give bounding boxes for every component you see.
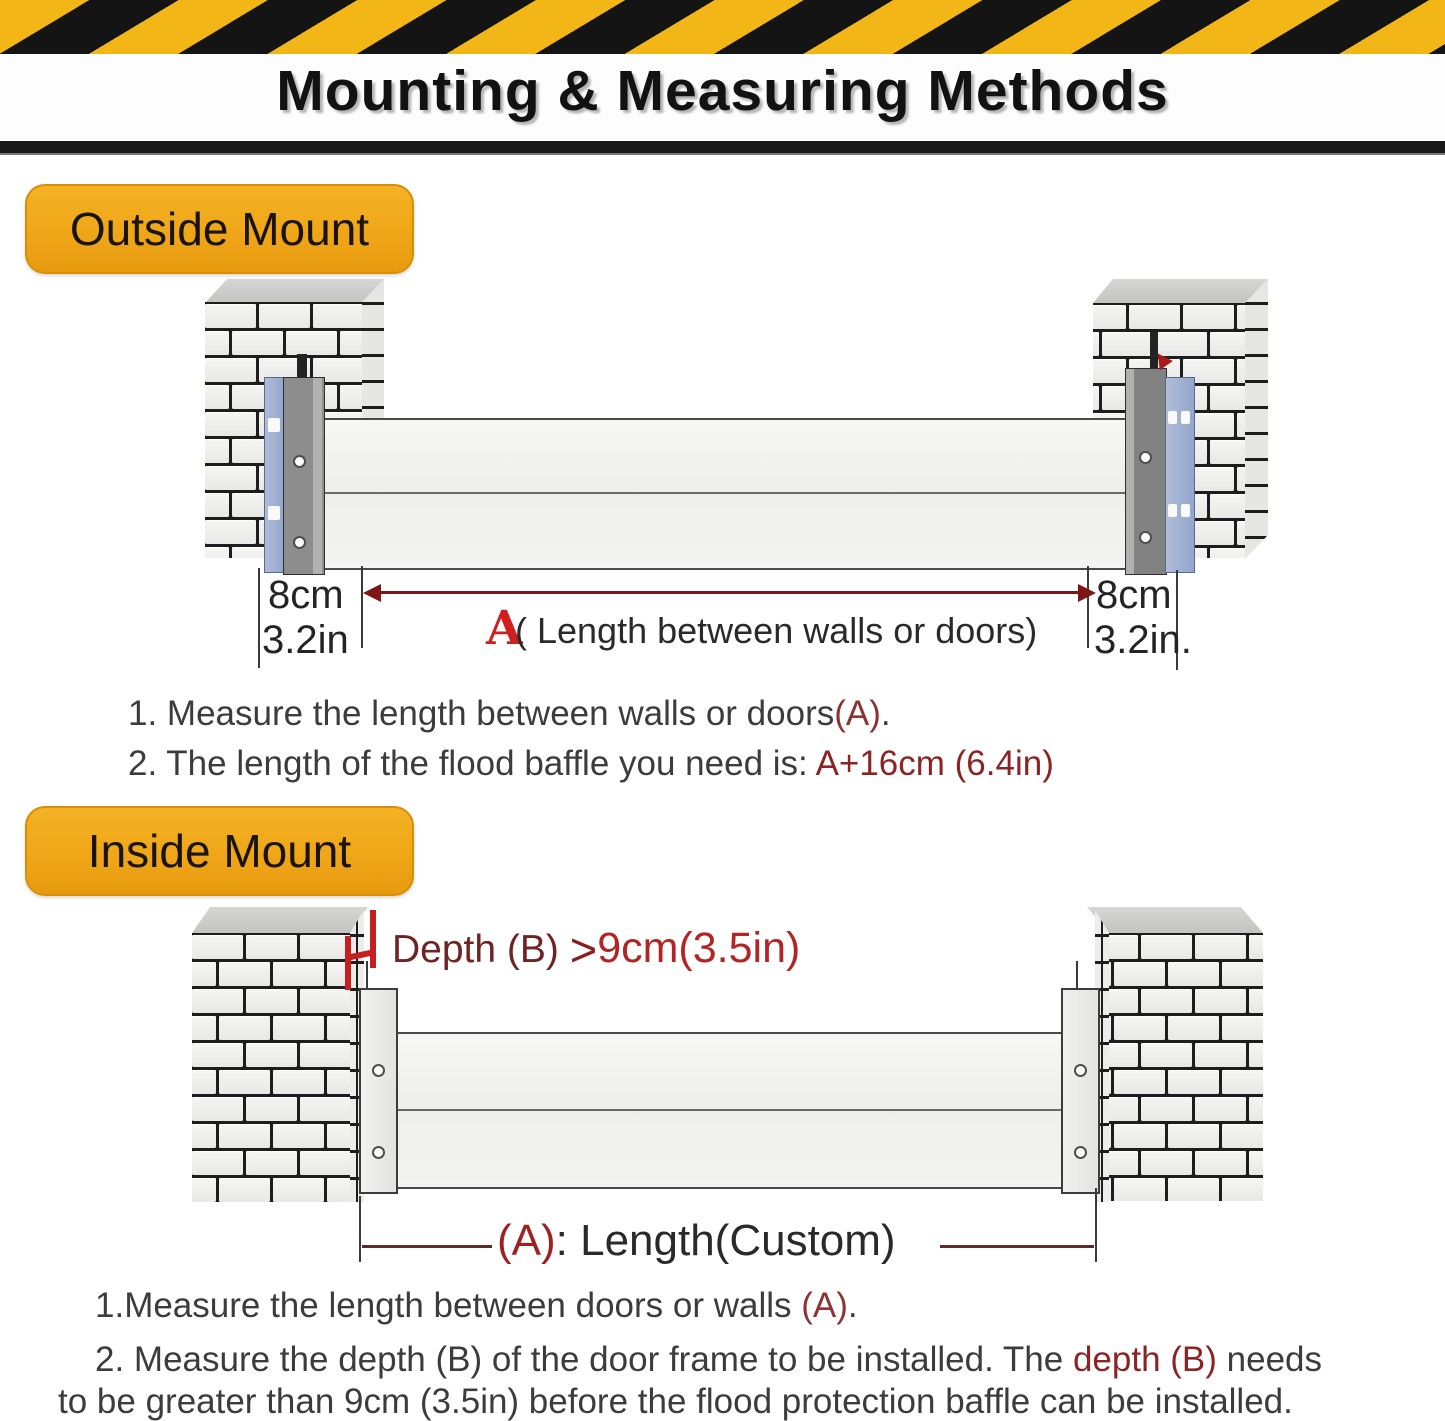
seal-hole — [1181, 504, 1190, 517]
dimension-tick — [1087, 566, 1089, 648]
depth-bracket-left — [345, 936, 351, 990]
step-highlight: depth (B) — [1072, 1340, 1217, 1379]
step-highlight: (A) — [801, 1286, 848, 1325]
mount-channel — [1061, 988, 1100, 1194]
dim-a-caption: ( Length between walls or doors) — [515, 610, 1038, 651]
outside-step-1 — [128, 694, 891, 734]
flood-barrier-panel — [322, 418, 1134, 570]
inside-step-1 — [95, 1286, 858, 1326]
dimension-line — [362, 1245, 492, 1248]
dim-left-in: 3.2in — [262, 618, 349, 662]
screw-hole — [1074, 1064, 1087, 1077]
frame-edge-line — [366, 961, 368, 988]
seal-strip — [264, 377, 284, 573]
brick-pillar — [192, 933, 350, 1202]
dim-right-in: 3.2in. — [1094, 618, 1192, 662]
dim-a-letter: A — [486, 601, 523, 656]
dimension-tick — [361, 566, 363, 648]
seal-hole — [1168, 411, 1177, 424]
inside-step-2-line-1 — [95, 1340, 1322, 1380]
depth-label-text: Depth (B) — [392, 928, 570, 971]
flood-barrier-panel — [393, 1032, 1065, 1189]
inside-mount-label: Inside Mount — [25, 806, 414, 896]
mount-channel — [1125, 368, 1167, 575]
pillar-side-face — [1245, 279, 1268, 559]
panel-seam — [395, 1109, 1063, 1111]
depth-bracket-right — [370, 910, 376, 968]
hazard-stripe-banner — [0, 0, 1445, 54]
seal-hole — [268, 418, 280, 432]
page-title: Mounting & Measuring Methods — [276, 59, 1169, 123]
step-text: 1. Measure the length between walls or doors — [128, 694, 835, 733]
step-text: to be greater than 9cm (3.5in) before the flood protection baffle can be installed. — [58, 1382, 1293, 1421]
step-text: 1.Measure the length between doors or walls — [95, 1286, 802, 1325]
arrowhead-right-icon — [1078, 584, 1096, 602]
depth-label-value: 9cm(3.5in) — [597, 924, 801, 972]
screw-hole — [1139, 531, 1152, 544]
seal-hole — [268, 506, 280, 520]
title-divider — [0, 141, 1445, 155]
pillar-top-face — [1087, 907, 1263, 933]
screw-hole — [1074, 1146, 1087, 1159]
greater-than-sign: > — [569, 923, 598, 976]
pillar-top-face — [192, 907, 368, 933]
screw-hole — [1139, 451, 1152, 464]
dim-left-cm: 8cm — [268, 573, 344, 617]
step-text: 2. Measure the depth (B) of the door frame to be installed. The — [95, 1340, 1073, 1379]
dim-right-cm: 8cm — [1096, 573, 1172, 617]
inside-step-2-line-2 — [58, 1382, 1293, 1421]
step-text: . — [880, 694, 891, 733]
brick-pillar — [1109, 933, 1263, 1201]
step-text: . — [847, 1286, 858, 1325]
seal-strip — [1165, 377, 1195, 573]
mount-channel — [359, 988, 398, 1194]
extension-line — [258, 568, 260, 668]
outside-mount-label: Outside Mount — [25, 184, 414, 274]
screw-hole — [293, 536, 306, 549]
dimension-arrow — [376, 591, 1082, 594]
screw-hole — [372, 1146, 385, 1159]
pillar-top-face — [1093, 279, 1268, 303]
mount-channel — [283, 377, 325, 575]
seal-hole — [1168, 504, 1177, 517]
screw-hole — [293, 455, 306, 468]
pillar-top-face — [205, 279, 384, 303]
arrowhead-left-icon — [363, 584, 381, 602]
frame-edge-line — [1076, 961, 1078, 988]
extension-line — [1095, 1188, 1097, 1262]
outside-step-2 — [128, 744, 1054, 784]
depth-label — [392, 922, 800, 977]
step-text: needs — [1216, 1340, 1323, 1379]
dim-a-caption: : Length(Custom) — [555, 1216, 896, 1265]
panel-seam — [324, 492, 1132, 494]
step-highlight: A+16cm (6.4in) — [815, 744, 1054, 783]
step-text: 2. The length of the flood baffle you need is: — [128, 744, 816, 783]
screw-hole — [372, 1064, 385, 1077]
seal-hole — [1181, 411, 1190, 424]
step-highlight: (A) — [834, 694, 881, 733]
dimension-line — [940, 1245, 1094, 1248]
length-custom-label — [497, 1216, 896, 1266]
extension-line — [359, 1196, 361, 1262]
dim-a-letter: (A) — [497, 1216, 556, 1265]
